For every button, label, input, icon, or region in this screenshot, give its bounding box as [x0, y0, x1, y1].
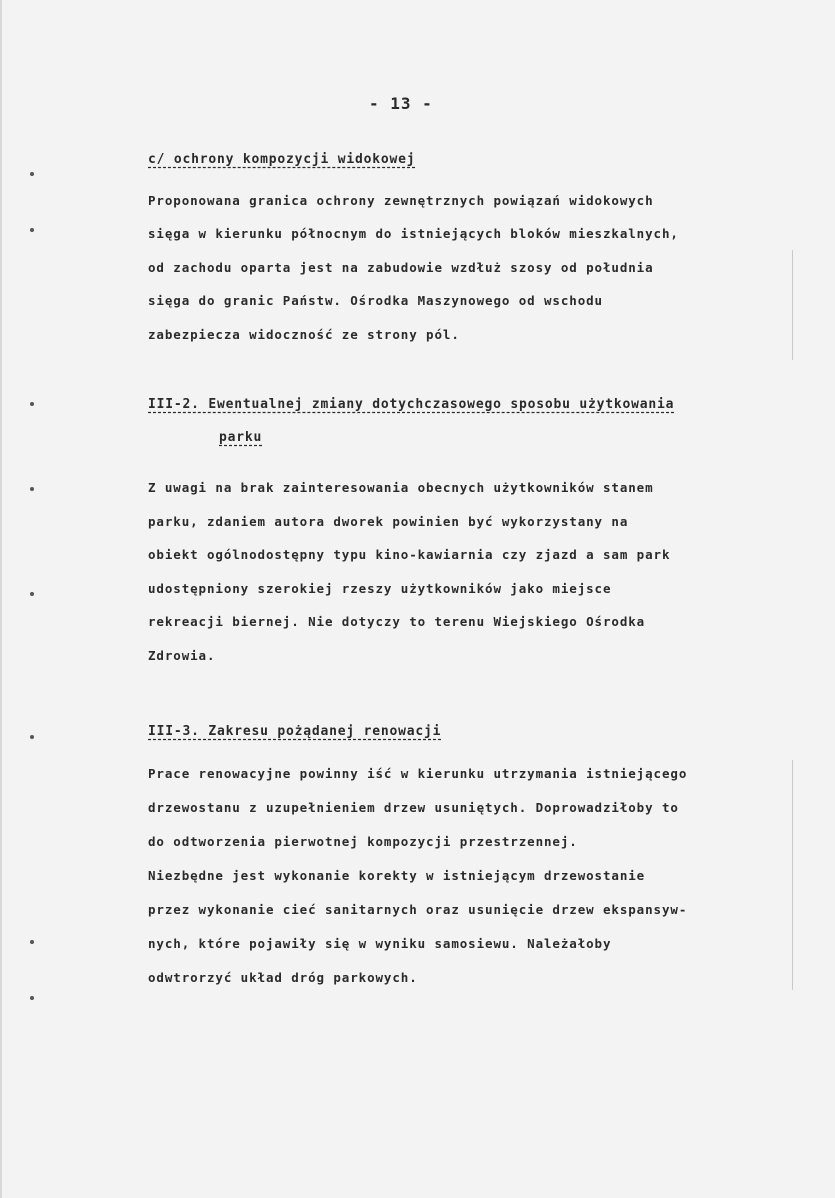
section-heading-iii-3: III-3. Zakresu pożądanej renowacji [148, 724, 442, 739]
text-line: obiekt ogólnodostępny typu kino-kawiarnia czy zjazd a sam park [148, 547, 671, 562]
text-line: nych, które pojawiły się w wyniku samosiewu. Należałoby [148, 936, 612, 951]
text-line: Z uwagi na brak zainteresowania obecnych użytkowników stanem [148, 480, 654, 495]
text-line: przez wykonanie cieć sanitarnych oraz usunięcie drzew ekspansyw- [148, 902, 688, 917]
text-line: rekreacji biernej. Nie dotyczy to terenu Wiejskiego Ośrodka [148, 614, 646, 629]
text-line: sięga do granic Państw. Ośrodka Maszynowego od wschodu [148, 293, 603, 308]
text-line: Zdrowia. [148, 648, 216, 663]
text-line: Prace renowacyjne powinny iść w kierunku utrzymania istniejącego [148, 766, 688, 781]
scan-mark [30, 940, 34, 944]
text-line: sięga w kierunku północnym do istniejących bloków mieszkalnych, [148, 226, 679, 241]
section-heading-iii-2-continuation: parku [219, 430, 263, 445]
scan-mark [30, 996, 34, 1000]
scan-mark [30, 172, 34, 176]
text-line: zabezpiecza widoczność ze strony pól. [148, 327, 460, 342]
text-line: udostępniony szerokiej rzeszy użytkowników jako miejsce [148, 581, 612, 596]
text-line: odwtrorzyć układ dróg parkowych. [148, 970, 418, 985]
text-line: drzewostanu z uzupełnieniem drzew usuniętych. Doprowadziłoby to [148, 800, 679, 815]
scan-mark [30, 592, 34, 596]
scan-mark [30, 487, 34, 491]
text-line: do odtworzenia pierwotnej kompozycji przestrzennej. [148, 834, 578, 849]
scan-mark [30, 402, 34, 406]
text-line: Niezbędne jest wykonanie korekty w istniejącym drzewostanie [148, 868, 646, 883]
scan-mark [30, 735, 34, 739]
page-number: - 13 - [369, 94, 433, 113]
section-heading-c: c/ ochrony kompozycji widokowej [148, 152, 416, 167]
section-heading-iii-2: III-2. Ewentualnej zmiany dotychczasowego sposobu użytkowania [148, 397, 675, 412]
text-line: parku, zdaniem autora dworek powinien być wykorzystany na [148, 514, 629, 529]
text-line: od zachodu oparta jest na zabudowie wzdłuż szosy od południa [148, 260, 654, 275]
margin-line [792, 760, 793, 990]
margin-line [792, 250, 793, 360]
scan-mark [30, 228, 34, 232]
text-line: Proponowana granica ochrony zewnętrznych powiązań widokowych [148, 193, 654, 208]
